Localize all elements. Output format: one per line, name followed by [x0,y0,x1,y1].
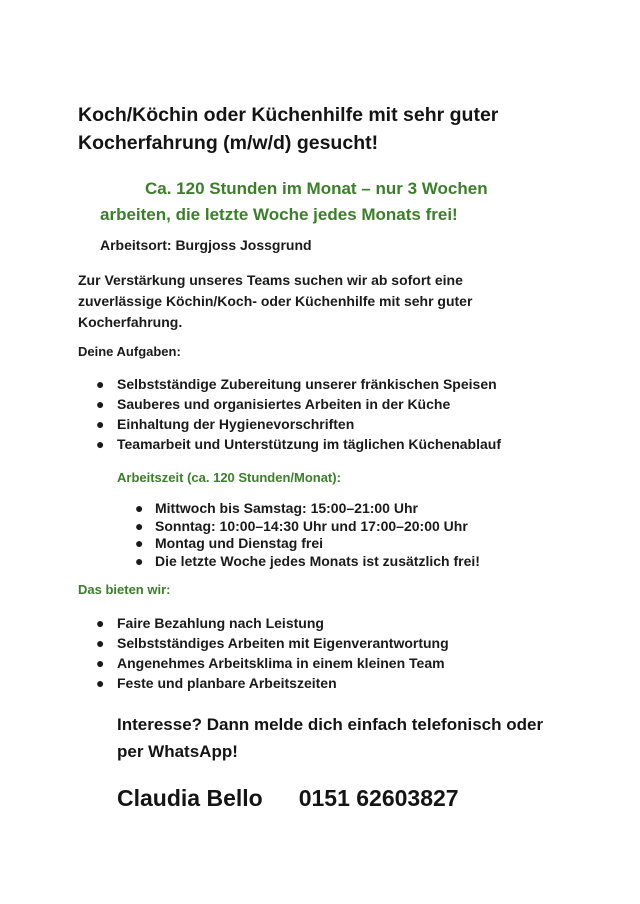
list-item-text: Die letzte Woche jedes Monats ist zusätzlich frei! [155,552,480,569]
list-item-text: Faire Bezahlung nach Leistung [117,615,324,631]
hours-list [135,500,575,570]
bullet-icon: ● [96,675,105,691]
tasks-heading: Deine Aufgaben: [78,344,181,359]
bullet-icon: ● [135,535,144,551]
bullet-icon: ● [135,552,144,569]
list-item [96,673,597,693]
list-item-text: Sonntag: 10:00–14:30 Uhr und 17:00–20:00 Uhr [155,517,468,534]
list-item-text: Teamarbeit und Unterstützung im täglichen Küchenablauf [117,436,501,452]
bullet-icon: ● [96,436,105,452]
page-title: Koch/Köchin oder Küchenhilfe mit sehr guter Kocherfahrung (m/w/d) gesucht! [78,104,499,154]
list-item [96,434,597,454]
hours-highlight: Ca. 120 Stunden im Monat – nur 3 Wochen arbeiten, die letzte Woche jedes Monats frei! [100,179,488,224]
contact-line [117,785,459,812]
list-item-text: Mittwoch bis Samstag: 15:00–21:00 Uhr [155,500,418,516]
list-item [96,414,597,434]
contact-phone: 0151 62603827 [298,785,459,811]
call-to-action: Interesse? Dann melde dich einfach telefonisch oder per WhatsApp! [117,715,544,761]
offer-heading: Das bieten wir: [78,582,171,597]
bullet-icon: ● [96,416,105,432]
list-item [135,517,575,536]
list-item [135,535,575,553]
contact-name: Claudia Bello [117,785,263,811]
list-item-text: Selbstständiges Arbeiten mit Eigenverantwortung [117,635,449,651]
list-item [96,374,597,394]
tasks-list [96,374,597,454]
bullet-icon: ● [135,500,144,516]
bullet-icon: ● [135,517,144,534]
offer-list [96,613,597,693]
list-item [96,613,597,633]
list-item [96,653,597,673]
list-item-text: Selbstständige Zubereitung unserer fränkischen Speisen [117,376,497,392]
list-item-text: Angenehmes Arbeitsklima in einem kleinen Team [117,655,445,671]
list-item [135,552,575,571]
list-item-text: Sauberes und organisiertes Arbeiten in der Küche [117,396,451,412]
work-location: Arbeitsort: Burgjoss Jossgrund [100,237,312,253]
hours-heading: Arbeitszeit (ca. 120 Stunden/Monat): [117,470,341,485]
bullet-icon: ● [96,655,105,671]
list-item-text: Montag und Dienstag frei [155,535,323,551]
intro-paragraph: Zur Verstärkung unseres Teams suchen wir ab sofort eine zuverlässige Köchin/Koch- oder Küchenhilfe mit sehr guter Kocherfahrung. [78,272,473,330]
list-item-text: Feste und planbare Arbeitszeiten [117,675,337,691]
bullet-icon: ● [96,396,105,412]
list-item-text: Einhaltung der Hygienevorschriften [117,416,355,432]
bullet-icon: ● [96,635,105,651]
bullet-icon: ● [96,615,105,631]
list-item [96,394,597,414]
bullet-icon: ● [96,376,105,392]
list-item [96,633,597,653]
list-item [135,500,575,518]
